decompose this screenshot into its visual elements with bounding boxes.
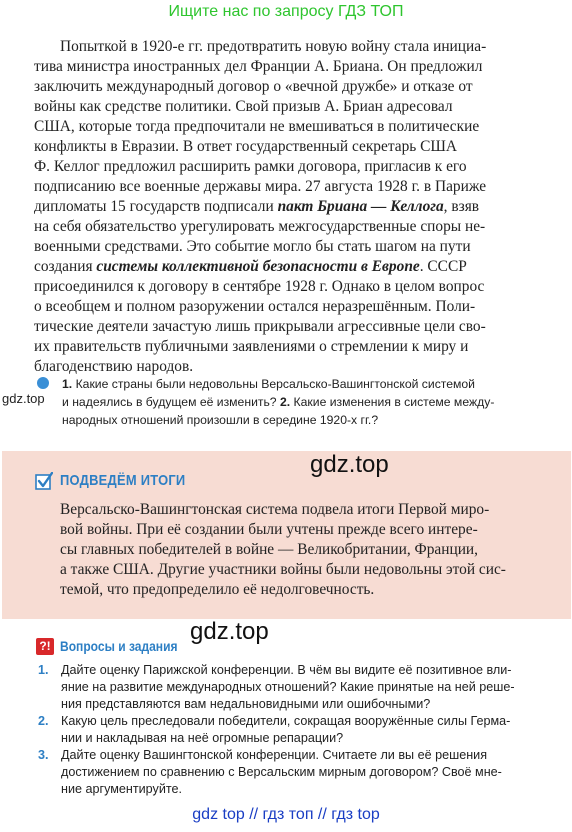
question-text: Какие страны были недовольны Версальско-Вашингтонской системой xyxy=(75,377,475,391)
summary-heading: ПОДВЕДЁМ ИТОГИ xyxy=(60,472,186,489)
summary-text xyxy=(60,500,555,600)
text-line: вой войны. При её создании были учтены прежде всего интере- xyxy=(60,521,478,538)
search-hint-link[interactable]: Ищите нас по запросу ГДЗ ТОП xyxy=(168,3,404,20)
question-number: 1. xyxy=(62,377,73,391)
text-line: о всеобщем и полном разоружении остался неразрешённым. Поли- xyxy=(34,298,476,315)
text-segment: . СССР xyxy=(419,258,467,275)
text-line: Версальско-Вашингтонская система подвела итоги Первой миро- xyxy=(60,501,490,518)
checkbox-checked-icon xyxy=(35,472,53,490)
term-collective-security: системы коллективной безопасности в Европе xyxy=(96,258,420,275)
text-segment: дипломаты 15 государств подписали xyxy=(34,198,274,215)
task-number: 2. xyxy=(38,714,49,728)
question-exclamation-icon: ?! xyxy=(36,638,54,655)
text-line: их правительств публичными заявлениями о стремлении к миру и xyxy=(34,338,469,355)
question-text: Какие изменения в системе между- xyxy=(293,395,495,409)
task-number: 1. xyxy=(38,663,49,677)
task-line: Какую цель преследовали победители, сокращая вооружённые силы Герма- xyxy=(61,714,511,728)
text-line: США, которые тогда предпочитали не вмешиваться в политические xyxy=(34,118,480,135)
question-line xyxy=(38,375,560,393)
text-line: Попыткой в 1920-е гг. предотвратить новую войну стала инициа- xyxy=(60,38,487,55)
task-line: Дайте оценку Парижской конференции. В чём вы видите её позитивное вли- xyxy=(61,663,512,677)
text-line: войны как средстве политики. Свой призыв А. Бриан адресовал xyxy=(34,98,453,115)
task-line: ние аргументируйте. xyxy=(61,782,182,796)
review-questions xyxy=(38,375,560,429)
watermark: gdz.top xyxy=(310,451,389,478)
question-number: 2. xyxy=(279,395,291,409)
text-line: заключить международный договор о «вечной дружбе» и отказе от xyxy=(34,78,473,95)
task-line: ния представляются вам недальновидными или ошибочными? xyxy=(61,697,431,711)
task-item xyxy=(38,747,558,798)
text-line: Ф. Келлог предложил расширить рамки договора, пригласив к его xyxy=(34,158,467,175)
text-line xyxy=(34,197,554,217)
text-line: тические деятели зачастую лишь прикрывали агрессивные цели сво- xyxy=(34,318,486,335)
text-line: тива министра иностранных дел Франции А. Бриана. Он предложил xyxy=(34,58,483,75)
text-line: конфликты в Евразии. В ответ государственный секретарь США xyxy=(34,138,458,155)
footer-links[interactable]: gdz top // гдз топ // гдз top xyxy=(192,806,380,823)
text-line: благоденствию народов. xyxy=(34,358,194,375)
text-line: темой, что предопределило её недолговечность. xyxy=(60,581,375,598)
text-line: военными средствами. Это событие могло бы стать шагом на пути xyxy=(34,238,471,255)
tasks-heading: Вопросы и задания xyxy=(60,638,178,654)
watermark: gdz.top xyxy=(190,618,269,645)
task-line: Дайте оценку Вашингтонской конференции. Считаете ли вы её решения xyxy=(61,748,488,762)
question-text: и надеялись в будущем её изменить? xyxy=(62,395,277,409)
task-line: нии и накладывая на неё огромные репарации? xyxy=(61,731,344,745)
text-segment: создания xyxy=(34,258,93,275)
text-line xyxy=(34,257,554,277)
question-line xyxy=(38,393,560,411)
text-line: а также США. Другие участники войны были недовольны этой сис- xyxy=(60,561,506,578)
main-paragraph xyxy=(34,37,554,377)
text-segment: , взяв xyxy=(443,198,480,215)
task-item xyxy=(38,713,558,747)
question-line: народных отношений произошли в середине 1920-х гг.? xyxy=(62,413,379,427)
text-line: на себя обязательство урегулировать межгосударственные споры не- xyxy=(34,218,486,235)
text-line: сы главных победителей в войне — Великобритании, Франции, xyxy=(60,541,479,558)
watermark: gdz.top xyxy=(2,391,45,406)
task-line: достижением по сравнению с Версальским мирным договором? Своё мне- xyxy=(61,765,502,779)
task-number: 3. xyxy=(38,748,49,762)
term-briand-kellogg-pact: пакт Бриана — Келлога xyxy=(277,198,444,215)
text-line: присоединился к договору в сентябре 1928 г. Однако в целом вопрос xyxy=(34,278,485,295)
task-line: яние на развитие международных отношений? Какие принятые на ней реше- xyxy=(61,680,515,694)
text-line: подписанию все военные державы мира. 27 августа 1928 г. в Париже xyxy=(34,178,487,195)
task-item xyxy=(38,662,558,713)
